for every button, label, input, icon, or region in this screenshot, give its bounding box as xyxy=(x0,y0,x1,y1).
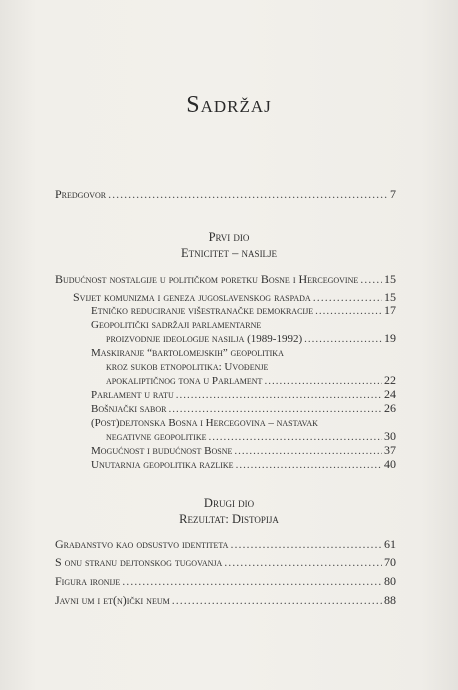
toc-entry xyxy=(55,272,396,286)
toc-entry-label: negativne geopolitike xyxy=(106,431,207,443)
toc-leader-dots xyxy=(172,593,382,607)
toc-entry-label: Figura ironije xyxy=(55,574,121,588)
toc-entry-page: 22 xyxy=(384,373,396,387)
toc-entry-label: Javni um i et(n)ički neum xyxy=(55,593,170,607)
toc-entry-label: Geopolitički sadržaji parlamentarne xyxy=(91,319,262,331)
toc-entry-page: 30 xyxy=(384,429,396,443)
toc-entry-label: (Post)dejtonska Bosna i Hercegovina – nastavak xyxy=(91,417,318,429)
toc-leader-dots xyxy=(236,458,382,472)
toc-entry xyxy=(91,416,396,430)
toc-entry xyxy=(91,401,396,416)
toc-entry-page: 15 xyxy=(384,290,396,304)
toc-entry-preface xyxy=(55,187,396,201)
toc-entry-label: Mogućnost i budućnost Bosne xyxy=(91,445,233,457)
toc-leader-dots xyxy=(234,444,382,458)
toc-entry-page: 19 xyxy=(384,331,396,345)
part-2-title: Rezultat: Distopija xyxy=(179,512,279,526)
toc-leader-dots xyxy=(315,304,382,318)
toc-entry xyxy=(91,318,396,332)
toc-entry xyxy=(91,387,396,402)
toc-entry xyxy=(55,593,396,607)
toc-entry-page: 17 xyxy=(384,303,396,317)
toc-entry xyxy=(73,290,396,304)
toc-entry xyxy=(91,346,396,360)
toc-leader-dots xyxy=(224,555,382,569)
toc-entry-page: 26 xyxy=(384,401,396,415)
toc-leader-dots xyxy=(176,388,382,402)
toc-entry-label: Bošnjački sabor xyxy=(91,403,167,415)
toc-leader-dots xyxy=(264,374,382,388)
toc-entry xyxy=(91,457,396,472)
toc-leader-dots xyxy=(108,187,388,201)
toc-leader-dots xyxy=(168,402,382,416)
show-through-text xyxy=(225,52,231,73)
toc-entry xyxy=(55,574,396,588)
toc-entry-page: 37 xyxy=(384,443,396,457)
toc-leader-dots xyxy=(209,430,382,444)
toc-entry-label: Svijet komunizma i geneza jugoslavenskog raspada xyxy=(73,290,311,304)
toc-entry-label: apokaliptičnog tona u Parlament xyxy=(106,375,263,387)
toc-leader-dots xyxy=(122,574,382,588)
toc-entry xyxy=(55,555,396,569)
toc-entry-page: 80 xyxy=(384,574,396,588)
part-1-number: Prvi dio xyxy=(208,230,250,244)
part-2-number: Drugi dio xyxy=(203,496,255,510)
toc-entry-label: Etničko reduciranje višestranačke demokracije xyxy=(91,305,314,317)
toc-entry-label: Maskiranje “bartolomejskih” geopolitika xyxy=(91,347,284,359)
page-title: Sadržaj xyxy=(186,92,272,118)
toc-entry-label: proizvodnje ideologije nasilja (1989-1992) xyxy=(106,333,303,345)
toc-entry xyxy=(91,303,396,318)
toc-entry xyxy=(106,429,396,444)
toc-entry-page: 70 xyxy=(384,555,396,569)
toc-entry-label: Unutarnja geopolitika razlike xyxy=(91,459,234,471)
toc-entry-page: 24 xyxy=(384,387,396,401)
toc-entry-page: 15 xyxy=(384,272,396,286)
toc-entry-label: Predgovor xyxy=(55,187,107,201)
toc-entry-label: Parlament u ratu xyxy=(91,389,174,401)
toc-entry xyxy=(106,360,396,374)
part-1-title: Etnicitet – nasilje xyxy=(180,246,278,260)
toc-entry xyxy=(55,537,396,551)
toc-entry-page: 40 xyxy=(384,457,396,471)
toc-entry xyxy=(106,373,396,388)
toc-leader-dots xyxy=(313,290,382,304)
toc-entry-page: 7 xyxy=(390,187,396,201)
toc-entry-page: 61 xyxy=(384,537,396,551)
toc-entry xyxy=(91,443,396,458)
toc-entry-label: Budućnost nostalgije u političkom poretku Bosne i Hercegovine xyxy=(55,272,359,286)
toc-entry xyxy=(106,331,396,346)
toc-entry-label: kroz sukob etnopolitika: Uvođenje xyxy=(106,361,269,373)
toc-entry-label: Građanstvo kao odsustvo identiteta xyxy=(55,537,229,551)
toc-entry-label: S onu stranu dejtonskog tugovanja xyxy=(55,555,223,569)
toc-leader-dots xyxy=(230,537,382,551)
toc-leader-dots xyxy=(360,272,382,286)
toc-leader-dots xyxy=(304,332,382,346)
toc-entry-page: 88 xyxy=(384,593,396,607)
